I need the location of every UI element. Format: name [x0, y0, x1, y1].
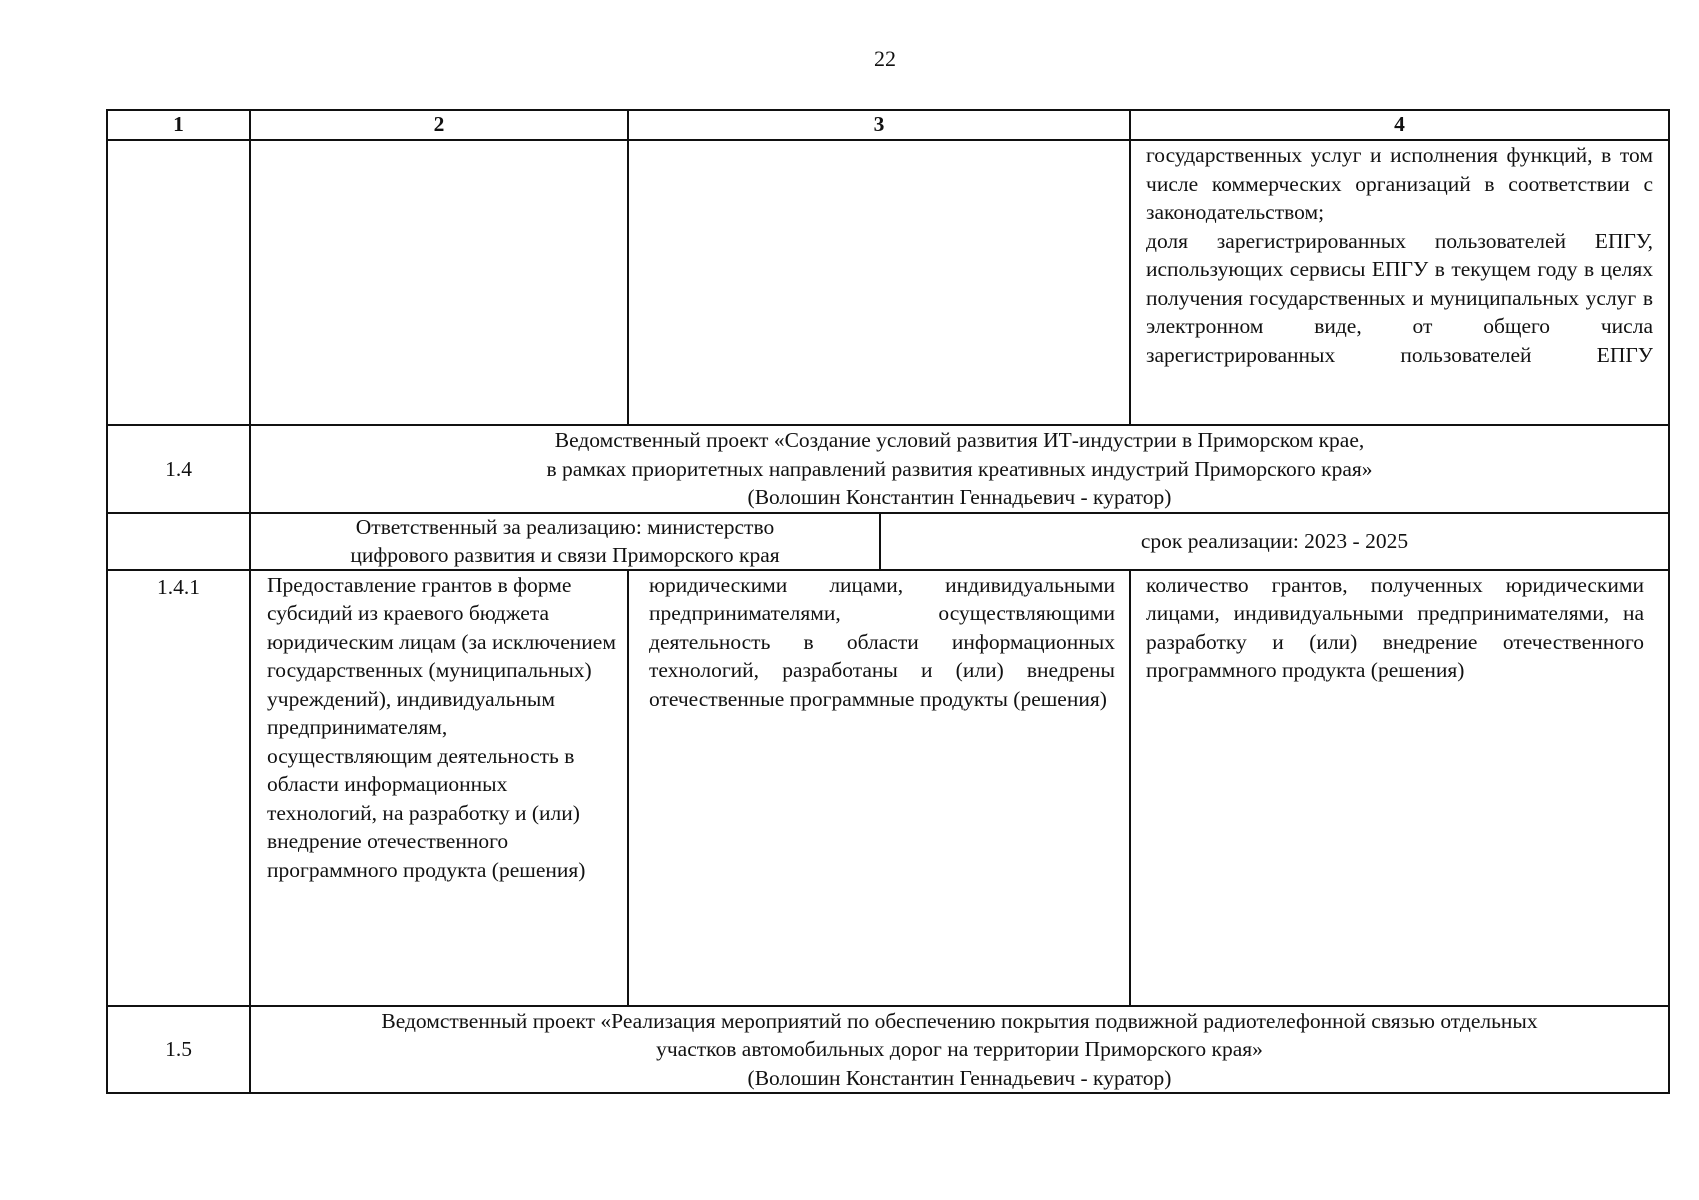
page-number: 22 — [874, 46, 896, 71]
section-title-1-4 — [250, 425, 1669, 513]
header-col-4: 4 — [1130, 110, 1669, 140]
responsible-row-empty-cell — [107, 513, 250, 570]
header-col-2: 2 — [250, 110, 628, 140]
section-title-1-5 — [250, 1006, 1669, 1094]
table-row-1-4-1 — [107, 570, 1669, 1006]
section-curator-1-4: (Волошин Константин Геннадьевич - куратор) — [747, 485, 1172, 509]
continuation-col-2 — [250, 140, 628, 425]
section-title-1-4-line2: в рамках приоритетных направлений развития креативных индустрий Приморского края» — [546, 456, 1373, 481]
continuation-col-3 — [628, 140, 1130, 425]
section-title-1-5-line2: участков автомобильных дорог на территории Приморского края» — [656, 1037, 1263, 1061]
section-row-1-5 — [107, 1006, 1669, 1094]
continuation-col-4 — [1130, 140, 1669, 425]
indicator-text-epgu-share: доля зарегистрированных пользователей ЕПГУ, использующих сервисы ЕПГУ в текущем году в целях получения государственных и муниципальных услуг в электронном виде, от общего числа зарегистрированных пользователей ЕПГУ — [1146, 228, 1653, 367]
responsible-cell — [250, 513, 1669, 570]
implementation-term: срок реализации: 2023 - 2025 — [1140, 528, 1409, 553]
header-col-1: 1 — [107, 110, 250, 140]
item-indicator-text: количество грантов, полученных юридическими лицами, индивидуальными предпринимателями, на разработку и (или) внедрение отечественного программного продукта (решения) — [1146, 572, 1644, 682]
continuation-col-1 — [107, 140, 250, 425]
indicator-text-continued: государственных услуг и исполнения функций, в том числе коммерческих организаций в соответствии с законодательством; — [1146, 143, 1653, 224]
item-indicator — [1130, 570, 1669, 1006]
item-number-1-4-1: 1.4.1 — [107, 570, 250, 1006]
item-task-description: Предоставление грантов в форме субсидий из краевого бюджета юридическим лицам (за исключением государственных (муниципальных) учреждений), индивидуальным предпринимателям, осуществляющим деятельность в области информационных технологий, на разработку и (или) внедрение отечественного программного продукта (решения) — [250, 570, 628, 1006]
section-title-1-4-line1: Ведомственный проект «Создание условий развития ИТ-индустрии в Приморском крае, — [554, 428, 1365, 452]
responsible-executor-line2: цифрового развития и связи Приморского края — [350, 543, 780, 567]
section-number-1-4: 1.4 — [107, 425, 250, 513]
continuation-row — [107, 140, 1669, 425]
section-row-1-4 — [107, 425, 1669, 513]
table-header-row — [107, 110, 1669, 140]
section-number-1-5: 1.5 — [107, 1006, 250, 1094]
header-col-3: 3 — [628, 110, 1130, 140]
responsible-executor-line1: Ответственный за реализацию: министерство — [355, 514, 775, 539]
section-title-1-5-line1: Ведомственный проект «Реализация мероприятий по обеспечению покрытия подвижной радиотелефонной связью отдельных — [381, 1008, 1538, 1033]
responsible-executor — [251, 514, 881, 569]
responsible-row-1-4 — [107, 513, 1669, 570]
item-expected-result — [628, 570, 1130, 1006]
item-expected-result-text: юридическими лицами, индивидуальными предпринимателями, осуществляющими деятельность в области информационных технологий, разработаны и (или) внедрены отечественные программные продукты (решения) — [649, 572, 1115, 711]
section-curator-1-5: (Волошин Константин Геннадьевич - куратор) — [747, 1065, 1172, 1090]
measures-table — [106, 109, 1670, 1094]
